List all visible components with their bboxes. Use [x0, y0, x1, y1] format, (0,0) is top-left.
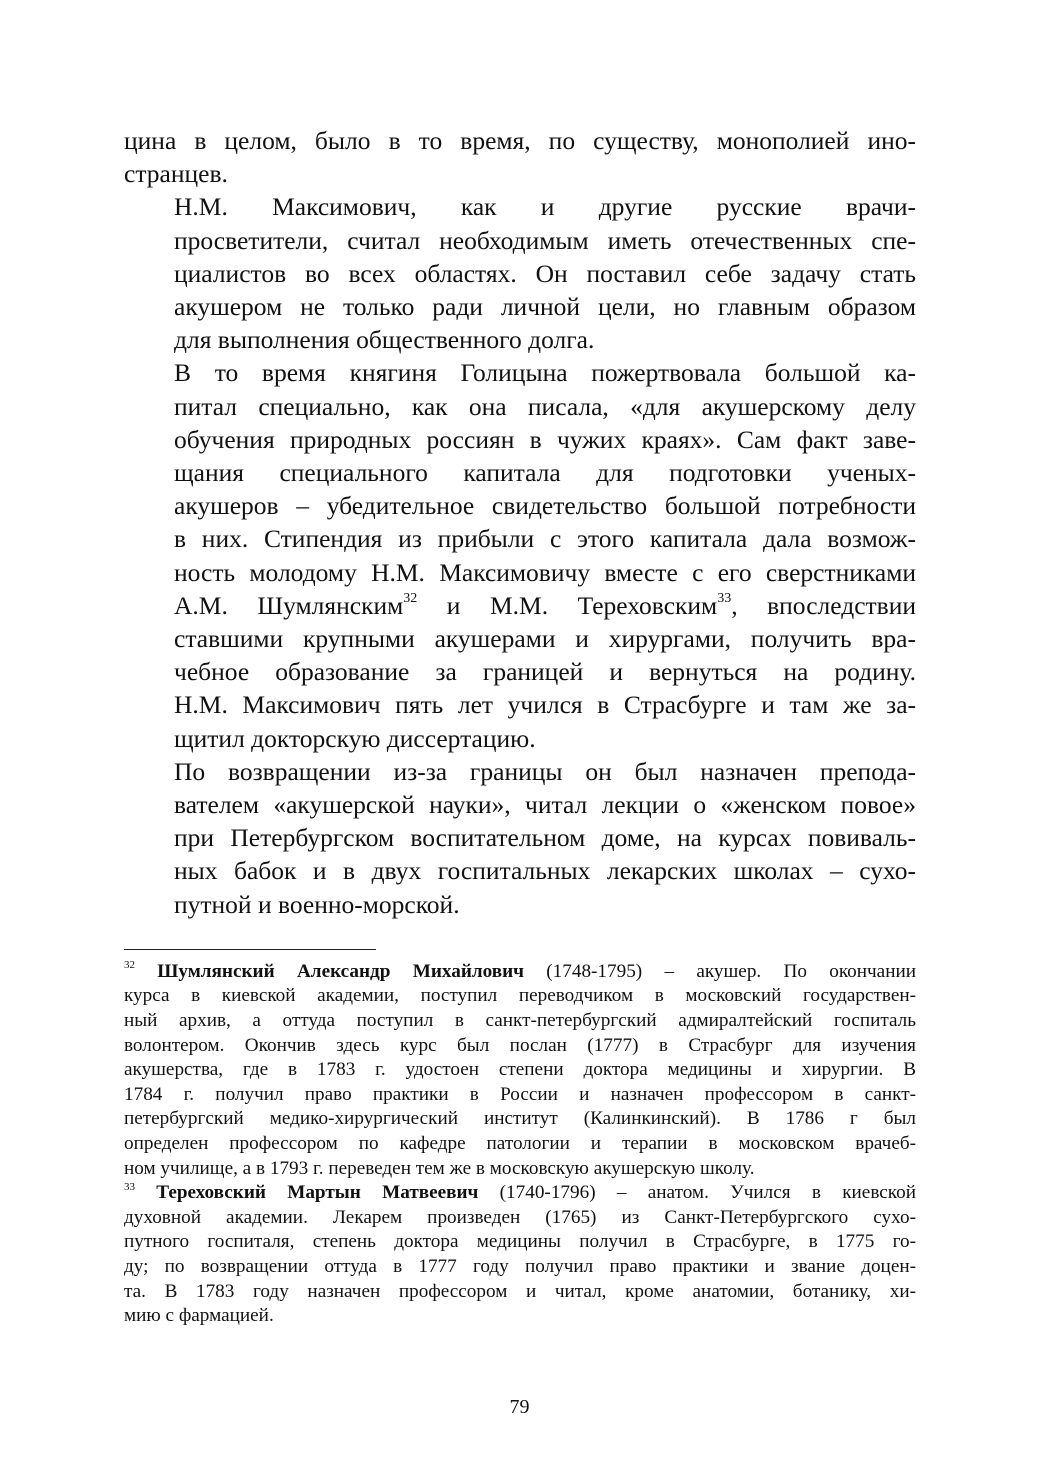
- text-line: определен профессором по кафедре патологии и терапии в московском врачеб-: [124, 1133, 916, 1155]
- text-line: просветители, считал необходимым иметь отечественных спе-: [174, 225, 916, 255]
- text-line: ду; по возвращении оттуда в 1777 году получил право практики и звание доцен-: [124, 1256, 916, 1277]
- text-line: [124, 960, 916, 985]
- text-line: мию с фармацией.: [124, 1305, 274, 1327]
- text-line: щитил докторскую диссертацию.: [174, 723, 536, 753]
- text-fragment: А.М. Шумлянским: [174, 590, 404, 620]
- text-line: В то время княгиня Голицына пожертвовала большой ка-: [174, 358, 916, 388]
- text-line: ном училище, а в 1793 г. переведен тем же в московскую акушерскую школу.: [124, 1157, 755, 1179]
- footnote-32: [124, 960, 916, 1181]
- paragraph-1: [124, 124, 916, 190]
- text-line: при Петербургском воспитательном доме, на курсах повиваль-: [174, 823, 916, 853]
- text-line: для выполнения общественного долга.: [174, 325, 595, 355]
- footnotes: [124, 960, 916, 1329]
- footnote-person-name: Шумлянский Александр Михайлович: [157, 960, 524, 982]
- text-line: чебное образование за границей и вернуться на родину.: [174, 657, 916, 687]
- text-line: петербургский медико-хирургический институт (Калинкинский). В 1786 г был: [124, 1108, 916, 1130]
- text-line: ность молодому Н.М. Максимовичу вместе с его сверстниками: [174, 557, 916, 587]
- paragraph-2: [124, 190, 916, 356]
- text-fragment: , впоследствии: [731, 590, 916, 620]
- text-line: питал специально, как она писала, «для акушерскому делу: [174, 391, 916, 421]
- footnote-number: 33: [124, 1180, 135, 1193]
- text-line: По возвращении из-за границы он был назначен препода-: [174, 756, 916, 786]
- text-line: духовной академии. Лекарем произведен (1765) из Санкт-Петербургского сухо-: [124, 1206, 916, 1228]
- paragraph-4: [124, 755, 916, 921]
- text-line: путной и военно-морской.: [174, 889, 460, 919]
- main-text: [124, 124, 916, 921]
- footnote-divider: [124, 949, 376, 950]
- text-line: вателем «акушерской науки», читал лекции о «женском повое»: [174, 790, 916, 820]
- footnote-ref-33[interactable]: 33: [717, 591, 732, 607]
- text-line: цина в целом, было в то время, по существу, монополией ино-: [124, 126, 916, 155]
- text-line: путного госпиталя, степень доктора медицины получил в Страсбурге, в 1775 го-: [124, 1231, 916, 1253]
- text-line: [124, 589, 916, 622]
- text-line: в них. Стипендия из прибыли с этого капитала дала возмож-: [174, 524, 916, 554]
- text-line: щания специального капитала для подготовки ученых-: [174, 458, 916, 488]
- page-number: 79: [509, 1396, 530, 1418]
- text-line: ный архив, а оттуда поступил в санкт-петербургский адмиралтейский госпиталь: [124, 1010, 916, 1032]
- footnote-number: 32: [124, 959, 135, 972]
- text-line: волонтером. Окончив здесь курс был послан (1777) в Страсбург для изучения: [124, 1034, 916, 1056]
- text-fragment: (1740-1796) – анатом. Учился в киевской: [478, 1182, 916, 1204]
- footnote-ref-32[interactable]: 32: [403, 591, 418, 607]
- text-fragment: и М.М. Тереховским: [417, 590, 718, 620]
- text-line: 1784 г. получил право практики в России и назначен профессором в санкт-: [124, 1083, 916, 1105]
- text-fragment: (1748-1795) – акушер. По окончании: [524, 960, 916, 982]
- text-line: ставшими крупными акушерами и хирургами, получить вра-: [174, 624, 916, 654]
- text-line: та. В 1783 году назначен профессором и читал, кроме анатомии, ботанику, хи-: [124, 1280, 916, 1302]
- text-line: обучения природных россиян в чужих краях». Сам факт заве-: [174, 424, 916, 454]
- text-line: Н.М. Максимович пять лет учился в Страсбурге и там же за-: [174, 690, 916, 720]
- text-line: странцев.: [124, 159, 228, 189]
- text-line: [124, 1181, 916, 1206]
- footnote-33: [124, 1181, 916, 1329]
- text-line: ных бабок и в двух госпитальных лекарских школах – сухо-: [174, 856, 916, 886]
- text-line: курса в киевской академии, поступил переводчиком в московский государствен-: [124, 985, 916, 1007]
- footnote-person-name: Тереховский Мартын Матвеевич: [156, 1182, 479, 1204]
- text-line: Н.М. Максимович, как и другие русские врачи-: [174, 192, 916, 222]
- text-line: акушером не только ради личной цели, но главным образом: [174, 292, 916, 322]
- text-line: акушеров – убедительное свидетельство большой потребности: [174, 491, 916, 521]
- paragraph-3: [124, 356, 916, 754]
- text-line: акушерства, где в 1783 г. удостоен степени доктора медицины и хирургии. В: [124, 1059, 916, 1081]
- text-line: циалистов во всех областях. Он поставил себе задачу стать: [174, 258, 916, 288]
- page-content: [124, 124, 916, 1329]
